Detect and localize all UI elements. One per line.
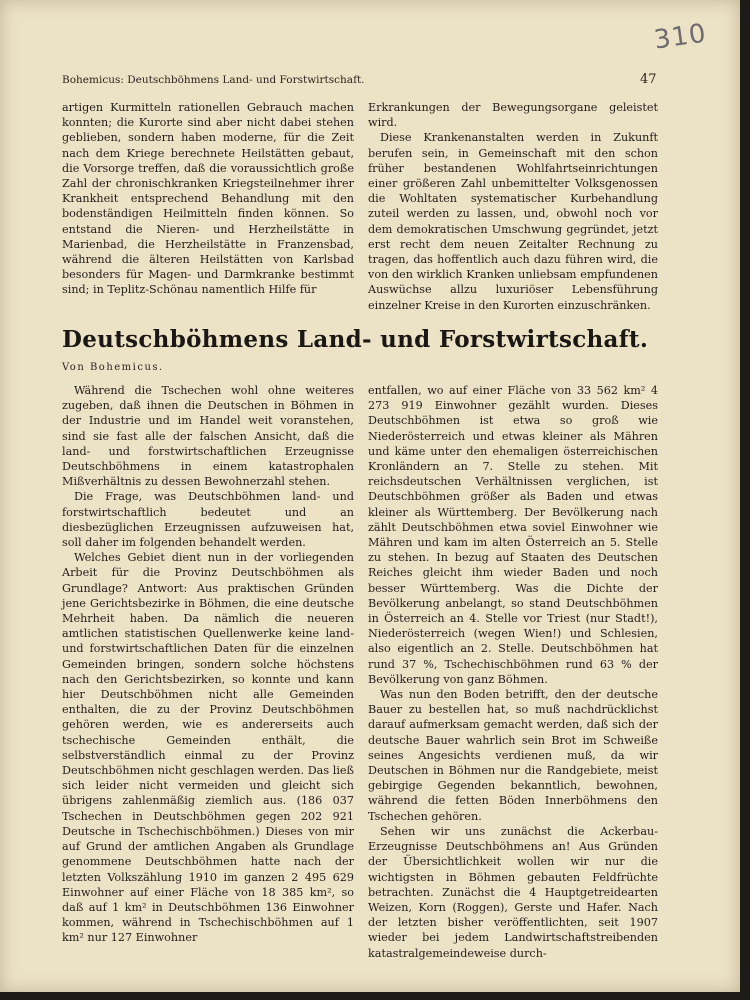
- byline: Von Bohemicus.: [62, 362, 164, 373]
- paragraph: Diese Krankenanstalten werden in Zukunft berufen sein, in Gemeinschaft mit den schon früher bestandenen Wohlfahrtseinrichtungen einer größeren Zahl unbemittelter Volksgenossen die Wohltaten systematischer Kurbehandlung zuteil werden zu lassen, und, obwohl noch vor dem demokratischen Umschwung gegründet, jetzt erst recht dem neuen Zeitalter Rechnung zu tragen, das hoffentlich auch dazu führen wird, die von den wirklich Kranken unliebsam empfundenen Auswüchse allzu luxuriöser Lebensführung einzelner Kreise in den Kurorten einzuschränken.: [368, 131, 658, 312]
- article-title: Deutschböhmens Land- und Forstwirtschaft.: [62, 326, 649, 353]
- running-head: Bohemicus: Deutschböhmens Land- und Forstwirtschaft.: [62, 74, 365, 86]
- column-top-left: [62, 100, 354, 298]
- paragraph: Welches Gebiet dient nun in der vorliegenden Arbeit für die Provinz Deutschböhmen als Grundlage? Antwort: Aus praktischen Gründen jene Gerichtsbezirke in Böhmen, die eine deutsche Mehrheit haben. Da nämlich die neueren amtlichen statistischen Quellenwerke keine land- und forstwirtschaftlichen Daten für die einzelnen Gemeinden bringen, sondern solche höchstens nach den Gerichtsbezirken, so konnte und kann hier Deutschböhmen nicht alle Gemeinden enthalten, die zu der Provinz Deutschböhmen gehören werden, wie es andererseits auch tschechische Gemeinden enthält, die selbstverständlich einmal zu der Provinz Deutschböhmen nicht geschlagen werden. Das ließ sich leider nicht vermeiden und gleicht sich übrigens zahlenmäßig ziemlich aus. (186 037 Tschechen in Deutschböhmen gegen 202 921 Deutsche in Tschechischböhmen.) Dieses von mir auf Grund der amtlichen Angaben als Grundlage genommene Deutschböhmen hatte nach der letzten Volkszählung 1910 im ganzen 2 495 629 Einwohner auf einer Fläche von 18 385 km², so daß auf 1 km² in Deutschböhmen 136 Einwohner kommen, während in Tschechischböhmen auf 1 km² nur 127 Einwohner: [62, 551, 354, 945]
- paragraph: entfallen, wo auf einer Fläche von 33 562 km² 4 273 919 Einwohner gezählt wurden. Dieses Deutschböhmen ist etwa so groß wie Niederösterreich und etwas kleiner als Mähren und käme unter den ehemaligen österreichischen Kronländern an 7. Stelle zu stehen. Mit reichsdeutschen Verhältnissen verglichen, ist Deutschböhmen größer als Baden und etwas kleiner als Württemberg. Der Bevölkerung nach zählt Deutschböhmen etwa soviel Einwohner wie Mähren und kam im alten Österreich an 5. Stelle zu stehen. In bezug auf Staaten des Deutschen Reiches gleicht ihm wieder Baden und noch besser Württemberg. Was die Dichte der Bevölkerung anbelangt, so stand Deutschböhmen in Österreich an 4. Stelle vor Triest (nur Stadt!), Niederösterreich (wegen Wien!) und Schlesien, also eigentlich an 2. Stelle. Deutschböhmen hat rund 37 %, Tschechischböhmen rund 63 % der Bevölkerung von ganz Böhmen.: [368, 384, 658, 686]
- paragraph: Erkrankungen der Bewegungsorgane geleistet wird.: [368, 101, 658, 130]
- column-bottom-right: [368, 383, 658, 961]
- scan-bottom-edge: [0, 992, 750, 1000]
- column-top-right: [368, 100, 658, 313]
- archive-number: 310: [652, 18, 709, 56]
- paragraph: Die Frage, was Deutschböhmen land- und forstwirtschaftlich bedeutet und an diesbezüglichen Erzeugnissen aufzuweisen hat, soll daher im folgenden behandelt werden.: [62, 490, 354, 550]
- scan-edge: [740, 0, 750, 1000]
- paragraph: Sehen wir uns zunächst die Ackerbau-Erzeugnisse Deutschböhmens an! Aus Gründen der Übersichtlichkeit wollen wir nur die wichtigsten in Böhmen gebauten Feldfrüchte betrachten. Zunächst die 4 Hauptgetreidearten Weizen, Korn (Roggen), Gerste und Hafer. Nach der letzten bisher veröffentlichten, seit 1907 wieder bei jedem Landwirtschaftstreibenden katastralgemeindeweise durch-: [368, 824, 658, 960]
- page-number: 47: [640, 72, 657, 87]
- column-bottom-left: [62, 383, 354, 946]
- paragraph: artigen Kurmitteln rationellen Gebrauch machen konnten; die Kurorte sind aber nicht dabei stehen geblieben, sondern haben moderne, für die Zeit nach dem Kriege berechnete Heilstätten gebaut, die Vorsorge treffen, daß die voraussichtlich große Zahl der chronischkranken Kriegsteilnehmer ihrer Krankheit entsprechend Behandlung mit den bodenständigen Heilmitteln finden können. So entstand die Nieren- und Herzheilstätte in Marienbad, die Herzheilstätte in Franzensbad, während die älteren Heilstätten von Karlsbad besonders für Magen- und Darmkranke bestimmt sind; in Teplitz-Schönau namentlich Hilfe für: [62, 101, 354, 297]
- paragraph: Während die Tschechen wohl ohne weiteres zugeben, daß ihnen die Deutschen in Böhmen in der Industrie und im Handel weit voranstehen, sind sie fast alle der falschen Ansicht, daß die land- und forstwirtschaftlichen Erzeugnisse Deutschböhmens in einem katastrophalen Mißverhältnis zu dessen Bewohnerzahl stehen.: [62, 384, 354, 489]
- paragraph: Was nun den Boden betrifft, den der deutsche Bauer zu bestellen hat, so muß nachdrücklichst darauf aufmerksam gemacht werden, daß sich der deutsche Bauer wahrlich sein Brot im Schweiße seines Angesichts verdienen muß, da wir Deutschen in Böhmen nur die Randgebiete, meist gebirgige Gegenden bekanntlich, bewohnen, während die fetten Böden Innerböhmens den Tschechen gehören.: [368, 688, 658, 823]
